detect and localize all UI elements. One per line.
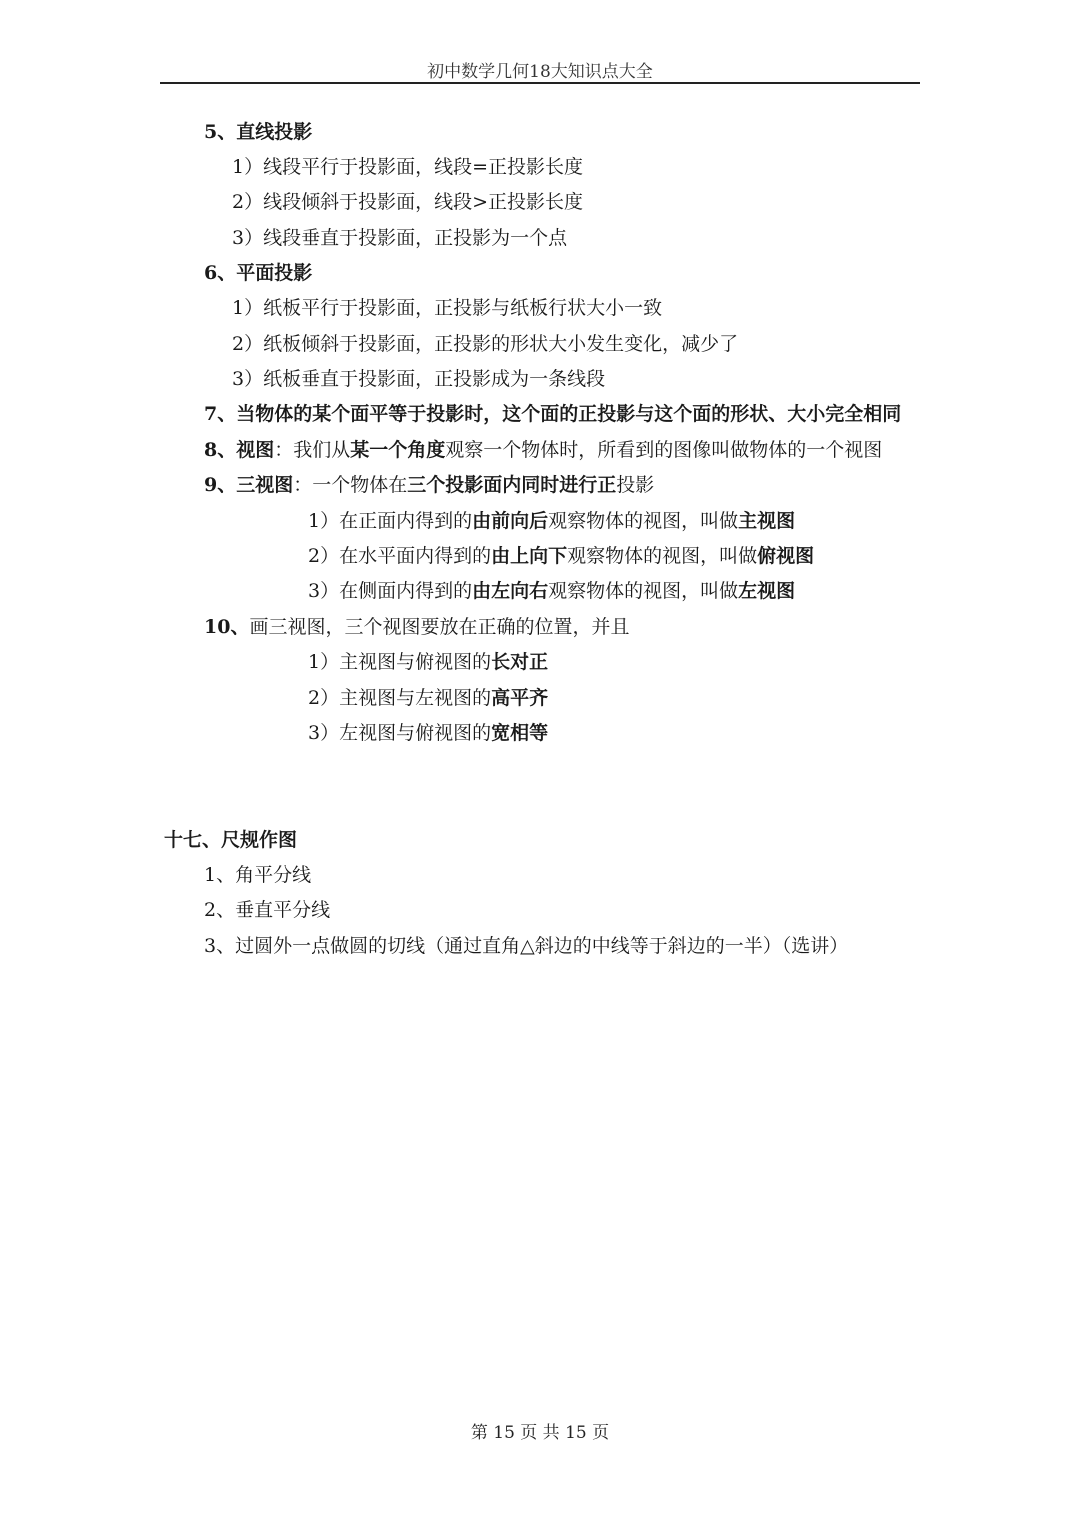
section-10-rest: 画三视图，三个视图要放在正确的位置，并且 bbox=[249, 616, 630, 638]
section-10-item-3-bold: 宽相等 bbox=[491, 722, 549, 744]
section-8-bold: 某一个角度 bbox=[350, 439, 446, 461]
section-10-item-1-bold: 长对正 bbox=[491, 651, 549, 673]
section-9-item-2-pre: 2）在水平面内得到的 bbox=[308, 545, 492, 567]
section-8-sep: ：我们从 bbox=[274, 439, 351, 461]
section-9-item-2-direction: 由上向下 bbox=[491, 545, 568, 567]
section-9-item-3-mid: 观察物体的视图，叫做 bbox=[548, 580, 739, 602]
section-5-item-2: 2）线段倾斜于投影面，线段>正投影长度 bbox=[232, 191, 584, 213]
section-10-line bbox=[204, 614, 629, 640]
section-10-item-2-pre: 2）主视图与左视图的 bbox=[308, 687, 492, 709]
section-9-item-1-direction: 由前向后 bbox=[472, 510, 549, 532]
section-10-item-1 bbox=[308, 649, 548, 675]
section-6-item-1: 1）纸板平行于投影面，正投影与纸板行状大小一致 bbox=[232, 297, 663, 319]
section-7-heading: 7、当物体的某个面平等于投影时，这个面的正投影与这个面的形状、大小完全相同 bbox=[204, 403, 902, 425]
section-9-item-1-view: 主视图 bbox=[738, 510, 796, 532]
section-9-item-3-view: 左视图 bbox=[738, 580, 796, 602]
section-9-line bbox=[204, 472, 654, 498]
section-10-item-3-pre: 3）左视图与俯视图的 bbox=[308, 722, 492, 744]
section-5-item-3: 3）线段垂直于投影面，正投影为一个点 bbox=[232, 227, 568, 249]
page-number-footer: 第 15 页 共 15 页 bbox=[470, 1423, 610, 1443]
section-10-item-2-bold: 高平齐 bbox=[491, 687, 549, 709]
section-8-rest: 观察一个物体时，所看到的图像叫做物体的一个视图 bbox=[445, 439, 883, 461]
header-divider bbox=[160, 82, 920, 84]
section-6-heading: 6、平面投影 bbox=[204, 262, 313, 284]
section-9-item-3-pre: 3）在侧面内得到的 bbox=[308, 580, 473, 602]
section-9-rest: 投影 bbox=[616, 474, 655, 496]
page-header-title: 初中数学几何18大知识点大全 bbox=[427, 62, 653, 82]
section-9-item-2-view: 俯视图 bbox=[757, 545, 815, 567]
section-9-item-3 bbox=[308, 578, 795, 604]
section-9-label: 9、三视图 bbox=[204, 474, 294, 496]
section-5-heading: 5、直线投影 bbox=[204, 121, 313, 143]
section-8-line bbox=[204, 437, 882, 463]
section-9-item-3-direction: 由左向右 bbox=[472, 580, 549, 602]
section-9-item-1-mid: 观察物体的视图，叫做 bbox=[548, 510, 739, 532]
section-9-item-1-pre: 1）在正面内得到的 bbox=[308, 510, 473, 532]
section-10-item-3 bbox=[308, 720, 548, 746]
section-6-item-3: 3）纸板垂直于投影面，正投影成为一条线段 bbox=[232, 368, 606, 390]
section-9-item-1 bbox=[308, 508, 795, 534]
section-10-item-1-pre: 1）主视图与俯视图的 bbox=[308, 651, 492, 673]
section-9-bold: 三个投影面内同时进行正 bbox=[407, 474, 617, 496]
section-5-item-1: 1）线段平行于投影面，线段=正投影长度 bbox=[232, 156, 584, 178]
section-10-item-2 bbox=[308, 685, 548, 711]
section-6-item-2: 2）纸板倾斜于投影面，正投影的形状大小发生变化，减少了 bbox=[232, 333, 739, 355]
chapter-17-heading: 十七、尺规作图 bbox=[164, 829, 298, 851]
section-8-label: 8、视图 bbox=[204, 439, 275, 461]
chapter-17-item-1: 1、角平分线 bbox=[204, 864, 312, 886]
chapter-17-item-2: 2、垂直平分线 bbox=[204, 899, 331, 921]
section-9-item-2 bbox=[308, 543, 814, 569]
section-10-label: 10、 bbox=[204, 616, 250, 638]
section-9-item-2-mid: 观察物体的视图，叫做 bbox=[567, 545, 758, 567]
chapter-17-item-3: 3、过圆外一点做圆的切线（通过直角△斜边的中线等于斜边的一半）（选讲） bbox=[204, 935, 849, 957]
section-9-sep: ：一个物体在 bbox=[293, 474, 408, 496]
